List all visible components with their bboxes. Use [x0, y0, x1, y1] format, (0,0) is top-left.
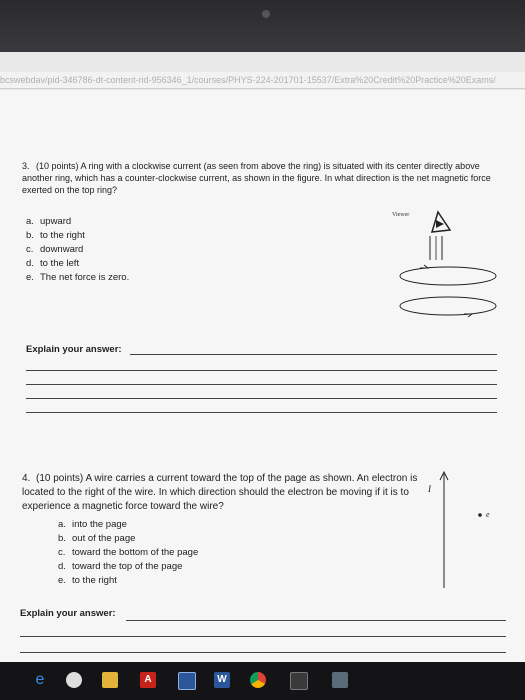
current-label: I	[428, 484, 431, 494]
bottom-ring	[400, 297, 496, 315]
calculator-icon[interactable]	[290, 672, 308, 690]
viewer-arrows	[430, 236, 442, 260]
viewer-label: Viewer	[392, 212, 410, 218]
screen	[0, 52, 525, 662]
q4-option-c: c. toward the bottom of the page	[58, 547, 199, 558]
q3-option-c: c. downward	[26, 244, 84, 255]
q4-option-d: d. toward the top of the page	[58, 561, 183, 572]
electron-label: e	[486, 510, 490, 519]
file-explorer-icon[interactable]	[102, 672, 118, 688]
taskbar	[0, 662, 525, 700]
word-icon[interactable]: W	[214, 672, 230, 688]
question-3-number: 3.	[22, 161, 30, 171]
monitor-icon[interactable]	[178, 672, 196, 690]
q3-option-d: d. to the left	[26, 258, 80, 269]
question-3-text: (10 points) A ring with a clockwise current (as seen from above the ring) is situated with its center directly above another ring, which has a counter-clockwise current, as shown in the figure. In what direction is the net magnetic force exerted on the top ring?	[22, 161, 491, 195]
q4-answer-line-2[interactable]	[20, 636, 506, 637]
q3-answer-line-1[interactable]	[130, 354, 497, 355]
q3-answer-line-2[interactable]	[26, 370, 497, 371]
electron-dot	[478, 513, 482, 517]
bottom-ring-arrow-icon	[464, 314, 472, 317]
rings-figure	[380, 202, 510, 327]
q3-answer-line-4[interactable]	[26, 398, 497, 399]
question-4-text: (10 points) A wire carries a current toward the top of the page as shown. An electron is located to the right of the wire. In which direction should the electron be moving if it is to experience a magnetic force toward the wire?	[22, 473, 418, 512]
address-bar[interactable]	[0, 72, 525, 89]
chrome-like-icon[interactable]	[66, 672, 82, 688]
acrobat-icon[interactable]: A	[140, 672, 156, 688]
viewer-eye-icon	[432, 212, 450, 232]
q3-option-e: e. The net force is zero.	[26, 272, 130, 283]
wire-figure	[420, 468, 510, 588]
camera	[262, 10, 270, 18]
q3-answer-line-5[interactable]	[26, 412, 497, 413]
app-icon[interactable]	[332, 672, 348, 688]
q4-explain-label: Explain your answer:	[20, 608, 116, 619]
question-4	[22, 472, 422, 514]
q4-option-b: b. out of the page	[58, 533, 136, 544]
chrome-icon[interactable]	[250, 672, 266, 688]
q4-answer-line-3[interactable]	[20, 652, 506, 653]
q3-option-b: b. to the right	[26, 230, 85, 241]
top-ring	[400, 267, 496, 285]
q3-answer-line-3[interactable]	[26, 384, 497, 385]
q4-option-e: e. to the right	[58, 575, 117, 586]
question-3	[22, 160, 502, 196]
q4-option-a: a. into the page	[58, 519, 127, 530]
document-page	[0, 90, 525, 662]
top-ring-arrow-icon	[420, 265, 428, 268]
q3-explain-label: Explain your answer:	[26, 344, 122, 355]
edge-icon[interactable]: e	[35, 671, 45, 688]
device-bezel	[0, 0, 525, 52]
q3-option-a: a. upward	[26, 216, 72, 227]
q4-answer-line-1[interactable]	[126, 620, 506, 621]
url-text: bcswebdav/pid-346786-dt-content-rid-956346_1/courses/PHYS-224-201701-15537/Extra%20Credit%20Practice%20Exams/	[0, 75, 496, 85]
question-4-number: 4.	[22, 473, 31, 484]
